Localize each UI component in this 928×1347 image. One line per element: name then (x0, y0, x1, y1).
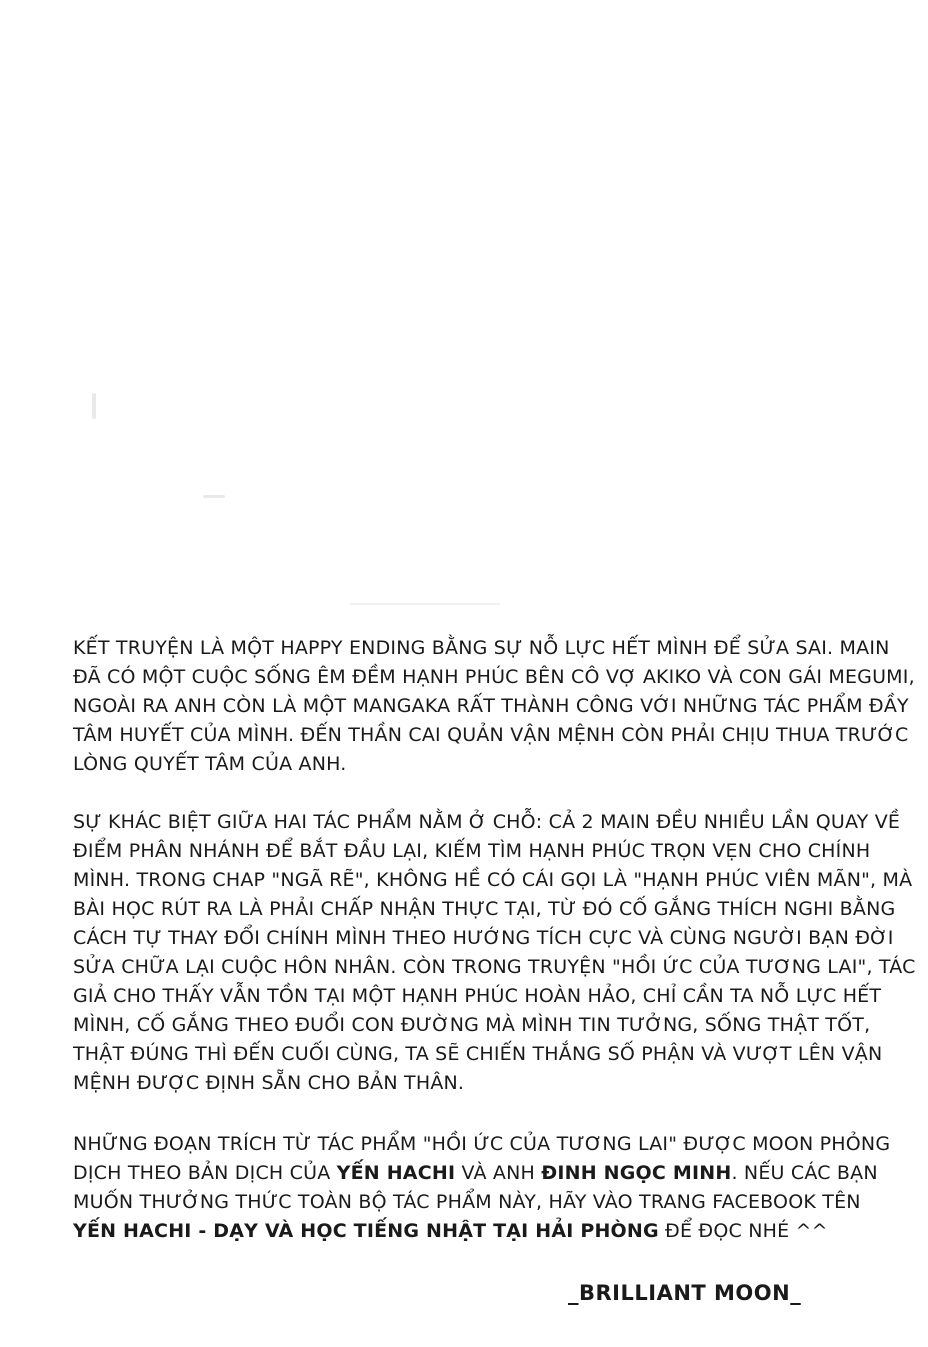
scan-artifact-bottom (350, 603, 500, 605)
text-line: MÌNH. TRONG CHAP "NGÃ RẼ", KHÔNG HỀ CÓ CÁI GỌI LÀ "HẠNH PHÚC VIÊN MÃN", MÀ (73, 869, 913, 891)
text-line: NGOÀI RA ANH CÒN LÀ MỘT MANGAKA RẤT THÀNH CÔNG VỚI NHỮNG TÁC PHẨM ĐẦY (73, 695, 909, 717)
scan-artifact-left (92, 393, 96, 419)
paragraph-credits (73, 1130, 891, 1246)
scan-artifact-mid (203, 495, 225, 498)
text-line (73, 1217, 863, 1246)
text-line: BÀI HỌC RÚT RA LÀ PHẢI CHẤP NHẬN THỰC TẠI, TỪ ĐÓ CỐ GẮNG THÍCH NGHI BẰNG (73, 898, 896, 920)
text-run: ĐỂ ĐỌC NHÉ ^^ (658, 1220, 828, 1242)
text-line: GIẢ CHO THẤY VẪN TỒN TẠI MỘT HẠNH PHÚC HOÀN HẢO, CHỈ CẦN TA NỖ LỰC HẾT (73, 985, 882, 1007)
text-run: DỊCH THEO BẢN DỊCH CỦA (73, 1162, 337, 1184)
text-line: CÁCH TỰ THAY ĐỔI CHÍNH MÌNH THEO HƯỚNG TÍCH CỰC VÀ CÙNG NGƯỜI BẠN ĐỜI (73, 927, 894, 949)
text-line: LÒNG QUYẾT TÂM CỦA ANH. (73, 753, 347, 775)
text-line: MUỐN THƯỞNG THỨC TOÀN BỘ TÁC PHẨM NÀY, HÃY VÀO TRANG FACEBOOK TÊN (73, 1191, 861, 1213)
paragraph-happy-ending (73, 634, 915, 779)
text-line: MỆNH ĐƯỢC ĐỊNH SẴN CHO BẢN THÂN. (73, 1072, 465, 1094)
text-run: VÀ ANH (455, 1162, 542, 1184)
text-line: SỰ KHÁC BIỆT GIỮA HAI TÁC PHẨM NẰM Ở CHỖ: CẢ 2 MAIN ĐỀU NHIỀU LẦN QUAY VỀ (73, 811, 901, 833)
text-line: THẬT ĐÚNG THÌ ĐẾN CUỐI CÙNG, TA SẼ CHIẾN THẮNG SỐ PHẬN VÀ VƯỢT LÊN VẬN (73, 1043, 883, 1065)
text-run: . NẾU CÁC BẠN (731, 1162, 878, 1184)
text-line: ĐÃ CÓ MỘT CUỘC SỐNG ÊM ĐỀM HẠNH PHÚC BÊN CÔ VỢ AKIKO VÀ CON GÁI MEGUMI, (73, 666, 915, 688)
facebook-page-name: YẾN HACHI - DẠY VÀ HỌC TIẾNG NHẬT TẠI HẢI PHÒNG (73, 1220, 659, 1242)
text-line: NHỮNG ĐOẠN TRÍCH TỪ TÁC PHẨM "HỒI ỨC CỦA TƯƠNG LAI" ĐƯỢC MOON PHỎNG (73, 1133, 891, 1155)
text-line: MÌNH, CỐ GẮNG THEO ĐUỔI CON ĐƯỜNG MÀ MÌNH TIN TƯỞNG, SỐNG THẬT TỐT, (73, 1014, 871, 1036)
text-line: KẾT TRUYỆN LÀ MỘT HAPPY ENDING BẰNG SỰ NỖ LỰC HẾT MÌNH ĐỂ SỬA SAI. MAIN (73, 637, 890, 659)
text-line: ĐIỂM PHÂN NHÁNH ĐỂ BẮT ĐẦU LẠI, KIẾM TÌM HẠNH PHÚC TRỌN VẸN CHO CHÍNH (73, 840, 871, 862)
paragraph-difference (73, 808, 916, 1098)
text-line (73, 1159, 878, 1188)
signature: _BRILLIANT MOON_ (568, 1281, 802, 1305)
translator-name: ĐINH NGỌC MINH (541, 1162, 732, 1184)
text-line: SỬA CHỮA LẠI CUỘC HÔN NHÂN. CÒN TRONG TRUYỆN "HỒI ỨC CỦA TƯƠNG LAI", TÁC (73, 956, 916, 978)
translator-name: YẾN HACHI (336, 1162, 456, 1184)
text-line: TÂM HUYẾT CỦA MÌNH. ĐẾN THẦN CAI QUẢN VẬN MỆNH CÒN PHẢI CHỊU THUA TRƯỚC (73, 724, 909, 746)
